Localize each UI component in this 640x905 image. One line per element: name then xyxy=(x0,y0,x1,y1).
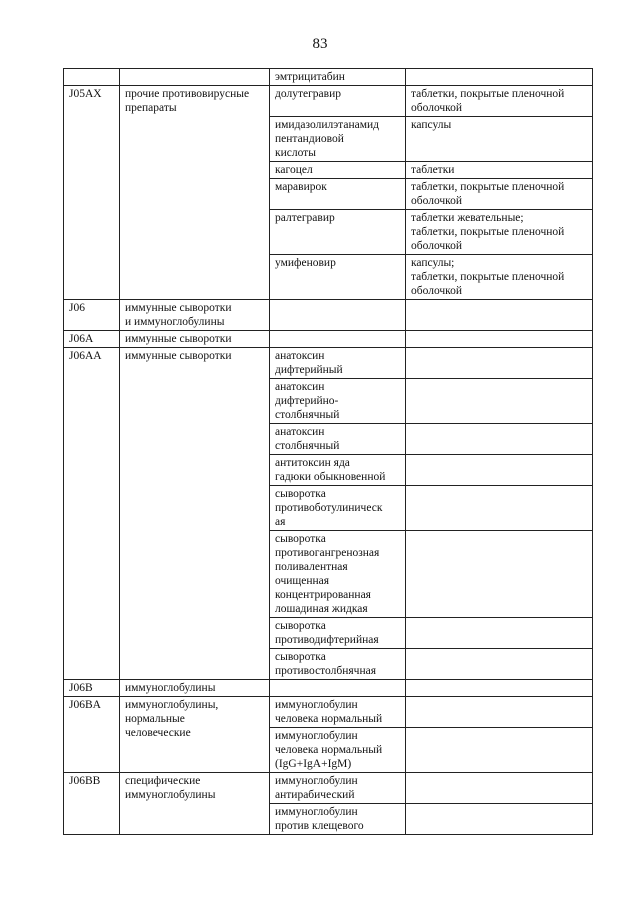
dosage-form xyxy=(406,697,593,728)
dosage-form xyxy=(406,728,593,773)
drug-name: умифеновир xyxy=(270,255,406,300)
atc-code: J05AX xyxy=(64,86,120,300)
drug-name: антитоксин яда гадюки обыкновенной xyxy=(270,455,406,486)
dosage-form: капсулы xyxy=(406,117,593,162)
drug-name: иммуноглобулин против клещевого xyxy=(270,804,406,835)
drug-name: анатоксин столбнячный xyxy=(270,424,406,455)
dosage-form: таблетки жевательные; таблетки, покрытые пленочной оболочкой xyxy=(406,210,593,255)
dosage-form: таблетки, покрытые пленочной оболочкой xyxy=(406,86,593,117)
dosage-form xyxy=(406,424,593,455)
dosage-form xyxy=(406,680,593,697)
dosage-form: таблетки xyxy=(406,162,593,179)
table-row xyxy=(64,348,593,379)
table-row xyxy=(64,86,593,117)
dosage-form xyxy=(406,649,593,680)
group-name: прочие противовирусные препараты xyxy=(120,86,270,300)
drug-name: сыворотка противостолбнячная xyxy=(270,649,406,680)
dosage-form xyxy=(406,455,593,486)
dosage-form xyxy=(406,773,593,804)
group-name: иммунные сыворотки xyxy=(120,348,270,680)
dosage-form xyxy=(406,486,593,531)
drug-name: иммуноглобулин человека нормальный (IgG+IgA+IgM) xyxy=(270,728,406,773)
atc-code: J06BA xyxy=(64,697,120,773)
atc-code: J06 xyxy=(64,300,120,331)
drug-name xyxy=(270,680,406,697)
group-name: специфические иммуноглобулины xyxy=(120,773,270,835)
table-row xyxy=(64,300,593,331)
drug-name: кагоцел xyxy=(270,162,406,179)
group-name: иммунные сыворотки xyxy=(120,331,270,348)
table-row xyxy=(64,69,593,86)
page-number: 83 xyxy=(312,36,328,52)
drug-name: эмтрицитабин xyxy=(270,69,406,86)
atc-code: J06B xyxy=(64,680,120,697)
group-name xyxy=(120,69,270,86)
drug-name: анатоксин дифтерийно- столбнячный xyxy=(270,379,406,424)
dosage-form xyxy=(406,300,593,331)
drug-name: имидазолилэтанамид пентандиовой кислоты xyxy=(270,117,406,162)
drug-name: сыворотка противодифтерийная xyxy=(270,618,406,649)
drug-name: сыворотка противоботулиническ ая xyxy=(270,486,406,531)
dosage-form xyxy=(406,618,593,649)
atc-code: J06BB xyxy=(64,773,120,835)
atc-code xyxy=(64,69,120,86)
atc-code: J06A xyxy=(64,331,120,348)
table-row xyxy=(64,697,593,728)
drug-name xyxy=(270,300,406,331)
drug-name: долутегравир xyxy=(270,86,406,117)
drug-name: маравирок xyxy=(270,179,406,210)
drug-name: ралтегравир xyxy=(270,210,406,255)
drug-table xyxy=(63,68,593,835)
drug-name: сыворотка противогангренозная поливалентная очищенная концентрированная лошадиная жидкая xyxy=(270,531,406,618)
drug-name: анатоксин дифтерийный xyxy=(270,348,406,379)
dosage-form xyxy=(406,531,593,618)
drug-name: иммуноглобулин антирабический xyxy=(270,773,406,804)
atc-code: J06AA xyxy=(64,348,120,680)
table-row xyxy=(64,773,593,804)
table-row xyxy=(64,680,593,697)
dosage-form xyxy=(406,348,593,379)
dosage-form xyxy=(406,331,593,348)
dosage-form: таблетки, покрытые пленочной оболочкой xyxy=(406,179,593,210)
dosage-form: капсулы; таблетки, покрытые пленочной оболочкой xyxy=(406,255,593,300)
drug-name: иммуноглобулин человека нормальный xyxy=(270,697,406,728)
dosage-form xyxy=(406,69,593,86)
group-name: иммуноглобулины, нормальные человеческие xyxy=(120,697,270,773)
table-row xyxy=(64,331,593,348)
dosage-form xyxy=(406,804,593,835)
dosage-form xyxy=(406,379,593,424)
group-name: иммуноглобулины xyxy=(120,680,270,697)
group-name: иммунные сыворотки и иммуноглобулины xyxy=(120,300,270,331)
drug-name xyxy=(270,331,406,348)
